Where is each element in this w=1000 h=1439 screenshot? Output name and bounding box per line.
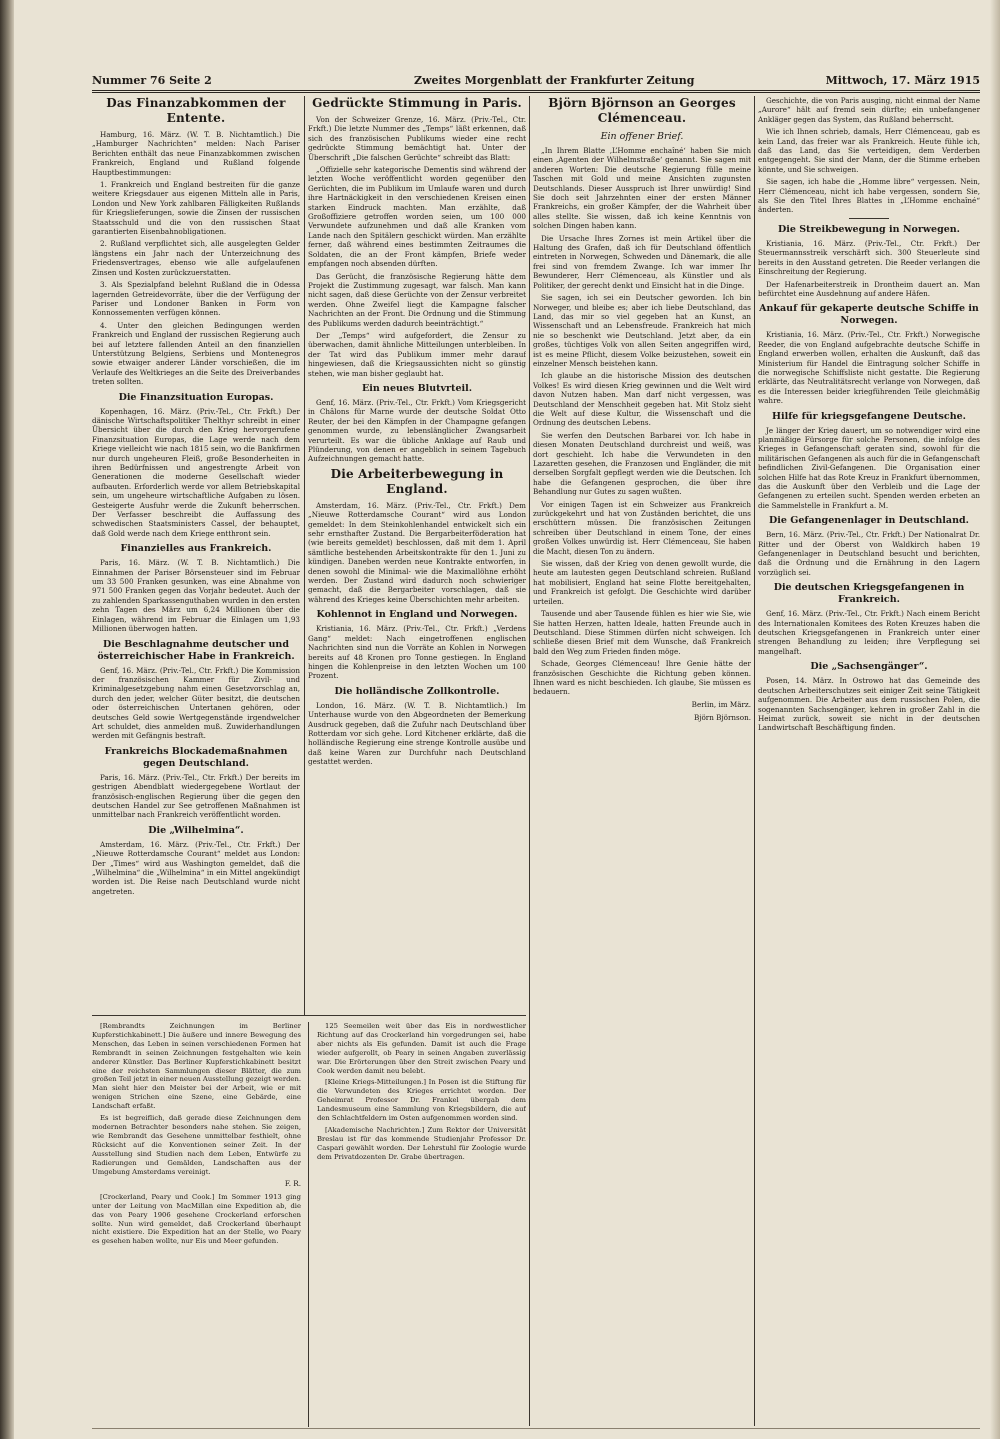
article-paragraph: „In Ihrem Blatte ‚L’Homme enchaîné‘ haben Sie mich einen ‚Agenten der Wilhelmstraße‘ genannt. Sie sagen mit anderen Worten: Die deutsche Regierung fülle meine Taschen mit Gold und meine Ansichten zugunsten Deutschlands. Dieser Ausspruch ist Ihrer unwürdig! Sind Sie doch seit Jahrzehnten einer der ersten Männer Frankreichs, ein großer Kämpfer, der die Wahrheit über alles stellte. Sie wissen, daß ich keine Kenntnis von solchen Dingen haben kann.	[533, 146, 751, 231]
page-edge	[990, 0, 1000, 1439]
divider	[849, 218, 889, 219]
feuilleton-paragraph: [Akademische Nachrichten.] Zum Rektor der Universität Breslau ist für das kommende Studienjahr Professor Dr. Caspari gewählt worden. Der Lehrstuhl für Zoologie wurde dem Privatdozenten Dr. Grabe übertragen.	[317, 1125, 526, 1161]
article-heading: Ankauf für gekaperte deutsche Schiffe in Norwegen.	[759, 303, 979, 327]
article-heading: Die Finanzsituation Europas.	[118, 391, 274, 403]
article-title: Das Finanzabkommen der Entente.	[106, 96, 286, 125]
feuilleton-paragraph: 125 Seemeilen weit über das Eis in nordwestlicher Richtung auf das Crockerland hin vorgedrungen sei, habe aber nichts als Eis gefunden. Damit ist auch die Frage wieder aufgerollt, ob Peary in seinen Angaben zuverlässig war. Die Erörterungen über den Streit zwischen Peary und Cook werden damit neu belebt.	[317, 1022, 526, 1075]
article-title: Gedrückte Stimmung in Paris.	[312, 96, 522, 110]
article-paragraph: Amsterdam, 16. März. (Priv.-Tel., Ctr. Frkft.) Der „Nieuwe Rotterdamsche Courant“ meldet aus London: Der „Times“ wird aus Washington gemeldet, daß die „Wilhelmina“ die „Wilhelmina“ in ein Mittel angekündigt worden ist. Die Reise nach Deutschland wurde nicht angetreten.	[92, 839, 300, 896]
article-paragraph: Posen, 14. März. In Ostrowo hat das Gemeinde des deutschen Arbeiterschutzes seit einiger Zeit seine Tätigkeit aufgenommen. Die Arbeiter aus dem russischen Polen, die sogenannten Sachsengänger, kehren in großer Zahl in die Heimat zurück, soweit sie nicht in der deutschen Landwirtschaft Beschäftigung finden.	[758, 676, 980, 733]
article-paragraph: Schade, Georges Clémenceau! Ihre Genie hätte der französischen Geschichte die Richtung geben können. Ihnen ward es nicht beschieden. Ich glaube, Sie müssen es bedauern.	[533, 659, 751, 697]
column-rule	[304, 96, 305, 1016]
article-heading: Die „Wilhelmina“.	[148, 824, 244, 836]
article-subtitle: Ein offener Brief.	[600, 131, 684, 142]
feuilleton-paragraph: [Kleine Kriegs-Mitteilungen.] In Posen ist die Stiftung für die Verwundeten des Krieges errichtet worden. Der Geheimrat Professor Dr. Frankel übergab dem Landesmuseum eine Sammlung von Kriegsbildern, die auf den Schlachtfeldern im Osten aufgenommen worden sind.	[317, 1078, 526, 1123]
article-paragraph: Kristiania, 16. März. (Priv.-Tel., Ctr. Frkft.) Der Steuermannsstreik verschärft sich. 300 Steuerleute sind bereits in den Ausstand getreten. Die Reeder verlangen die Einschreitung der Regierung.	[758, 238, 980, 277]
feuilleton-paragraph: [Crockerland, Peary und Cook.] Im Sommer 1913 ging unter der Leitung von MacMillan eine Expedition ab, die das von Peary 1906 gesehene Crockerland erforschen sollte. Nun wird gemeldet, daß Crockerland überhaupt nicht existiere. Die Expedition hat an der Stelle, wo Peary es gesehen haben wollte, nur Eis und Meer gefunden.	[92, 1192, 301, 1246]
header-center: Zweites Morgenblatt der Frankfurter Zeitung	[414, 74, 695, 87]
bottom-margin-line	[92, 1428, 980, 1429]
column-4	[758, 96, 980, 1426]
article-paragraph: Paris, 16. März. (W. T. B. Nichtamtlich.) Die Einnahmen der Pariser Börsensteuer sind im Februar um 33 500 Franken gesunken, was eine Abnahme von 971 500 Franken gegen das Vorjahr bedeutet. Auch der zu zahlenden Sparkassenguthaben wurden in den ersten zehn Tagen des März um 6,24 Millionen über die Einlagen, während im Februar die Einlagen um 1,93 Millionen überwogen hatten.	[92, 558, 300, 634]
feuilleton-column-1	[92, 1022, 301, 1427]
article-heading: Finanzielles aus Frankreich.	[120, 543, 272, 555]
article-paragraph: Sie werfen den Deutschen Barbarei vor. Ich habe in diesen Monaten Deutschland durchreist und weiß, was dort geschieht. Ich habe die Verwundeten in den Lazaretten gesehen, die Franzosen und Engländer, die mit derselben Sorgfalt gepflegt werden wie die Deutschen. Ich habe die Gefangenen gesprochen, die über ihre Behandlung nur Gutes zu sagen wußten.	[533, 430, 751, 497]
article-paragraph: Je länger der Krieg dauert, um so notwendiger wird eine planmäßige Fürsorge für solche Personen, die infolge des Krieges in Gefangenschaft geraten sind, sowohl für die militärischen Gefangenen als auch für die in Gefangenschaft befindlichen Zivil-Gefangenen. Die Organisation einer solchen Hilfe hat das Rote Kreuz in Frankfurt übernommen, das die Auskunft über den Verbleib und die Lage der Gefangenen zu erteilen sucht. Spenden werden erbeten an die Sammelstelle in Frankfurt a. M.	[758, 425, 980, 510]
feuilleton-column-2	[317, 1022, 526, 1427]
article-paragraph: Sie wissen, daß der Krieg von denen gewollt wurde, die heute am lautesten gegen Deutschland schreien. Rußland hat mobilisiert, England hat seine Flotte bereitgehalten, und Frankreich ist gefolgt. Die Geschichte wird darüber urteilen.	[533, 559, 751, 606]
article-paragraph: Kopenhagen, 16. März. (Priv.-Tel., Ctr. Frkft.) Der dänische Wirtschaftspolitiker Thelthyr schreibt in einer Übersicht über die durch den Krieg hervorgerufene Finanzsituation Europas, die Lage werde nach dem Kriege vielleicht wie nach 1815 sein, wo die Bankfirmen nur durch ungeheuren Fleiß, große Besonderheiten in ihren Bedürfnissen und angestrengte Arbeit von Generationen die moderne Gesellschaft wieder aufbauten. Erforderlich werde vor allem Betriebskapital sein, um ungeheure wirtschaftliche Aufgaben zu lösen. Gesteigerte Ausfuhr werde die Zukunft beherrschen. Der Verfasser beschreibt die Auffassung des schwedischen Staatsministers Cassel, der behauptet, daß Gold werde nach dem Kriege entthront sein.	[92, 406, 300, 538]
article-signature: Björn Björnson.	[693, 713, 751, 723]
article-title: Björn Björnson an Georges Clémenceau.	[548, 96, 736, 125]
feuilleton-column-rule	[308, 1022, 309, 1427]
column-rule	[754, 96, 755, 1426]
page-header	[92, 72, 980, 93]
article-paragraph: Kristiania, 16. März. (Priv.-Tel., Ctr. Frkft.) „Verdens Gang“ meldet: Nach eingetroffenen englischen Nachrichten sind nun die Vorräte an Kohlen in Norwegen bereits auf 48 Kronen pro Tonne gestiegen. In England hingen die Kohlenpreise in den letzten Wochen um 100 Prozent.	[308, 624, 526, 681]
article-signoff: Berlin, im März.	[691, 699, 751, 709]
article-paragraph: Ich glaube an die historische Mission des deutschen Volkes! Es wird diesen Krieg gewinnen und die Welt wird davon Nutzen haben. Man darf nicht vergessen, was Deutschland der Menschheit gegeben hat. Mit Stolz sieht die Welt auf diese Kultur, die Wissenschaft und die Ordnung des deutschen Lebens.	[533, 371, 751, 428]
article-paragraph: Die Ursache Ihres Zornes ist mein Artikel über die Haltung des Grafen, daß ich für Deutschland öffentlich eintreten in Norwegen, Schweden und Dänemark, die alle frei sind von fremdem Zwange. Ich war immer Ihr Bewunderer, Herr Clémenceau, als Künstler und als Politiker, der gerecht denkt und Einsicht hat in die Dinge.	[533, 233, 751, 290]
book-spine	[0, 0, 14, 1439]
article-heading: Die Beschlagnahme deutscher und österreichischer Habe in Frankreich.	[97, 638, 295, 662]
article-paragraph: Hamburg, 16. März. (W. T. B. Nichtamtlich.) Die „Hamburger Nachrichten“ melden: Nach Pariser Berichten enthält das neue Finanzabkommen zwischen Frankreich, England und Rußland folgende Hauptbestimmungen:	[92, 130, 300, 177]
article-paragraph: Genf, 16. März. (Priv.-Tel., Ctr. Frkft.) Die Kommission der französischen Kammer für Zivil- und Kriminalgesetzgebung nahm einen Gesetzvorschlag an, durch den jeder, welcher Güter besitzt, die deutschen oder österreichischen Untertanen gehören, oder deutsches Geld sowie Wertgegenstände irgendwelcher Art schuldet, dies anmelden muß. Zuwiderhandlungen werden mit Gefängnis bestraft.	[92, 665, 300, 741]
article-paragraph: Kristiania, 16. März. (Priv.-Tel., Ctr. Frkft.) Norwegische Reeder, die von England aufgebrachte deutsche Schiffe in England erwerben wollen, erhalten die Auskunft, daß das Ministerium für Handel die Eintragung solcher Schiffe in die norwegische Schiffsliste nicht gestatte. Die Regierung erklärte, das Neutralitätsrecht verlange von Norwegen, daß es die Interessen beider kriegführenden Teile gleichmäßig wahre.	[758, 330, 980, 406]
feuilleton-rule	[92, 1015, 526, 1016]
article-paragraph: 3. Als Spezialpfand belehnt Rußland die in Odessa lagernden Getreidevorräte, über die der Verfügung der Pariser und Londoner Banken in Form von Konnossementen verfügen können.	[92, 280, 300, 318]
article-paragraph: Genf, 16. März. (Priv.-Tel., Ctr. Frkft.) Vom Kriegsgericht in Châlons für Marne wurde der deutsche Soldat Otto Reuter, der bei den Kämpfen in der Champagne gefangen genommen wurde, zu lebenslänglicher Zwangsarbeit verurteilt. Es war die übliche Anklage auf Raub und Plünderung, von denen er angeblich in seinem Tagebuch Aufzeichnungen gemacht hatte.	[308, 397, 526, 464]
article-paragraph: Vor einigen Tagen ist ein Schweizer aus Frankreich zurückgekehrt und hat von Zuständen berichtet, die uns erschüttern müssen. Die französischen Zeitungen schreiben über Deutschland in einem Tone, der eines großen Volkes unwürdig ist. Herr Clémenceau, Sie haben die Macht, diesen Ton zu ändern.	[533, 499, 751, 556]
article-paragraph: Wie ich Ihnen schrieb, damals, Herr Clémenceau, gab es kein Land, das freier war als Frankreich. Heute fühle ich, daß das Land, das Sie verteidigen, dem Verderben entgegengeht. Sie sind der Mann, der die Stimme erheben könnte, und Sie schweigen.	[758, 127, 980, 174]
article-paragraph: Der „Temps“ wird aufgefordert, die Zensur zu überwachen, damit ähnliche Mitteilungen unterbleiben. In der Tat wird das Publikum immer mehr darauf hingewiesen, daß die Kriegsaussichten nicht so günstig stehen, wie man bisher geglaubt hat.	[308, 330, 526, 378]
article-paragraph: 1. Frankreich und England bestreiten für die ganze weitere Kriegsdauer aus eigenen Mitteln alle in Paris, London und New York zahlbaren Fälligkeiten Rußlands für Kriegslieferungen, sowie die Zinsen der russischen Staatsschuld und die von den russischen Staat garantierten Eisenbahnobligationen.	[92, 180, 300, 237]
article-heading: Die Streikbewegung in Norwegen.	[778, 223, 960, 235]
article-paragraph: 2. Rußland verpflichtet sich, alle ausgelegten Gelder längstens ein Jahr nach der Unterzeichnung des Friedensvertrages, ebenso wie alle aufgelaufenen Zinsen und Kosten zurückzuerstatten.	[92, 239, 300, 277]
column-3	[533, 96, 751, 1426]
article-heading: Frankreichs Blockademaßnahmen gegen Deutschland.	[104, 745, 288, 769]
feuilleton	[92, 1022, 526, 1427]
article-heading: Die Gefangenenlager in Deutschland.	[769, 515, 969, 527]
article-paragraph: Von der Schweizer Grenze, 16. März. (Priv.-Tel., Ctr. Frkft.) Die letzte Nummer des „Temps“ läßt erkennen, daß sich des französischen Publikums wieder eine recht gedrückte Stimmung bemächtigt hat. Unter der Überschrift „Die falschen Gerüchte“ schreibt das Blatt:	[308, 115, 526, 162]
article-paragraph: Der Hafenarbeiterstreik in Drontheim dauert an. Man befürchtet eine Ausdehnung auf andere Häfen.	[758, 279, 980, 298]
article-paragraph: Amsterdam, 16. März. (Priv.-Tel., Ctr. Frkft.) Dem „Nieuwe Rotterdamsche Courant“ wird aus London gemeldet: In dem Steinkohlenhandel entwickelt sich ein sehr ernsthafter Zustand. Die Bergarbeiterföderation hat (wie bereits gemeldet) beschlossen, daß mit dem 1. April sämtliche bestehenden Arbeitskontrakte für den 1. Juni zu kündigen. Daneben werden neue Kontrakte entworfen, in denen sowohl die Minimal- wie die Maximallöhne erhöht werden. Der Zustand wird dadurch noch schwieriger gemacht, daß die Bergarbeiter vorschlagen, daß sie während des Krieges keine Überschichten mehr arbeiten.	[308, 500, 526, 604]
article-heading: Die deutschen Kriegsgefangenen in Frankreich.	[773, 582, 965, 606]
article-paragraph: Sie sagen, ich sei ein Deutscher geworden. Ich bin Norweger, und bleibe es; aber ich liebe Deutschland, das Land, das mir so viel gegeben hat an Kunst, an Wissenschaft und an Lebensfreude. Frankreich hat mich nie so beschenkt wie Deutschland. Jetzt aber, da ein großes, tüchtiges Volk von allen Seiten angegriffen wird, ist es meine Pflicht, diesem Volke beizustehen, soweit ein einzelner Mensch beistehen kann.	[533, 293, 751, 368]
article-heading: Die „Sachsengänger“.	[810, 661, 928, 673]
header-right: Mittwoch, 17. März 1915	[825, 74, 980, 87]
feuilleton-paragraph: [Rembrandts Zeichnungen im Berliner Kupferstichkabinett.] Die äußere und innere Bewegung des Menschen, das Leben in seinen verschiedenen Formen hat Rembrandt in seinen Zeichnungen festgehalten wie kein anderer Künstler. Das Berliner Kupferstichkabinett besitzt eine der reichsten Sammlungen dieser Blätter, die zum großen Teil jetzt in einer neuen Ausstellung gezeigt werden. Man sieht hier den Meister bei der Arbeit, wie er mit wenigen Strichen eine Szene, eine Gebärde, eine Landschaft erfaßt.	[92, 1022, 301, 1111]
column-rule	[529, 96, 530, 1426]
article-paragraph: Sie sagen, ich habe die „Homme libre“ vergessen. Nein, Herr Clémenceau, nicht ich habe vergessen, sondern Sie, als Sie den Titel Ihres Blattes in „L’Homme enchaîné“ änderten.	[758, 177, 980, 215]
feuilleton-paragraph: Es ist begreiflich, daß gerade diese Zeichnungen dem modernen Betrachter besonders nahe stehen. Sie zeigen, wie Rembrandt das Gesehene unmittelbar festhielt, ohne Rücksicht auf die Konventionen seiner Zeit. In der Ausstellung sind Studien nach dem Leben, Entwürfe zu Radierungen und Gemälden, Landschaften aus der Umgebung Amsterdams vereinigt.	[92, 1114, 301, 1176]
article-paragraph: Das Gerücht, die französische Regierung hätte dem Projekt die Zustimmung zugesagt, war falsch. Man kann nicht sagen, daß diese Gerüchte von der Zensur verbreitet werden. Ohne Zweifel liegt die Kampagne falscher Nachrichten an der Front. Die Ordnung und die Stimmung des Publikums werden dadurch beeinträchtigt.“	[308, 271, 526, 328]
article-paragraph: Tausende und aber Tausende fühlen es hier wie Sie, wie Sie hatten Herzen, hatten Ideale, hatten Freunde auch in Deutschland. Diese Stimmen dürfen nicht schweigen. Ich schließe diesen Brief mit dem Wunsche, daß Frankreich bald den Weg zum Frieden finden möge.	[533, 609, 751, 656]
article-paragraph: Paris, 16. März. (Priv.-Tel., Ctr. Frkft.) Der bereits im gestrigen Abendblatt wiedergegebene Wortlaut der französisch-englischen Regierung über die gegen den deutschen Handel zur See getroffenen Maßnahmen ist unmittelbar nach Frankreich veröffentlicht worden.	[92, 772, 300, 820]
article-heading: Die holländische Zollkontrolle.	[334, 685, 500, 697]
article-paragraph: „Offizielle sehr kategorische Dementis sind während der letzten Woche veröffentlicht worden gegenüber den Gerüchten, die im Publikum im Umlaufe waren und durch ihre Hartnäckigkeit in den verschiedenen Kreisen einen starken Eindruck machten. Man erzählte, daß Großoffiziere getroffen worden seien, um 100 000 Verwundete aufzunehmen und daß alle Kranken vom Lande nach den Spitälern geschickt würden. Man erzählte ferner, daß während eines bestimmten Zeitraumes die Soldaten, die an der Front kämpfen, Briefe weder empfangen noch absenden dürften.	[308, 165, 526, 269]
article-heading: Kohlennot in England und Norwegen.	[316, 609, 518, 621]
article-paragraph: Geschichte, die von Paris ausging, nicht einmal der Name „Aurore“ hält auf fremd sein dürfte; ein unbefangener Ankläger gegen das System, das Rußland beherrscht.	[758, 96, 980, 124]
article-heading: Hilfe für kriegsgefangene Deutsche.	[772, 410, 966, 422]
column-2	[308, 96, 526, 1013]
article-title: Die Arbeiterbewegung in England.	[330, 466, 504, 496]
article-paragraph: London, 16. März. (W. T. B. Nichtamtlich.) Im Unterhause wurde von den Abgeordneten der Bemerkung Ausdruck gegeben, daß die Zufuhr nach Deutschland über Rotterdam vor sich gehe. Lord Kitchener erklärte, daß die holländische Regierung eine strenge Kontrolle ausübe und daß keine Waren zur Durchfuhr nach Deutschland gestattet werden.	[308, 700, 526, 767]
article-heading: Ein neues Blutvrteil.	[361, 382, 473, 394]
article-paragraph: 4. Unter den gleichen Bedingungen werden Frankreich und England der russischen Regierung auch bei auf letztere fallenden Anteil an den finanziellen Unterstützung Belgiens, Serbiens und Montenegros sowie etwaiger anderer Länder vorschießen, die im Verlaufe des Weltkrieges an die Seite des Dreiverbandes treten sollten.	[92, 320, 300, 387]
article-paragraph: Genf, 16. März. (Priv.-Tel., Ctr. Frkft.) Nach einem Bericht des Internationalen Komitees des Roten Kreuzes haben die deutschen Kriegsgefangenen in Frankreich unter einer strengen Behandlung zu leiden; ihre Verpflegung sei mangelhaft.	[758, 609, 980, 656]
feuilleton-signature: F. R.	[284, 1179, 301, 1189]
article-paragraph: Bern, 16. März. (Priv.-Tel., Ctr. Frkft.) Der Nationalrat Dr. Ritter und der Oberst von Waldkirch haben 19 Gefangenenlager in Deutschland besucht und berichten, daß die Ordnung und die Ernährung in den Lagern vorzüglich sei.	[758, 530, 980, 577]
header-left: Nummer 76 Seite 2	[92, 74, 212, 87]
